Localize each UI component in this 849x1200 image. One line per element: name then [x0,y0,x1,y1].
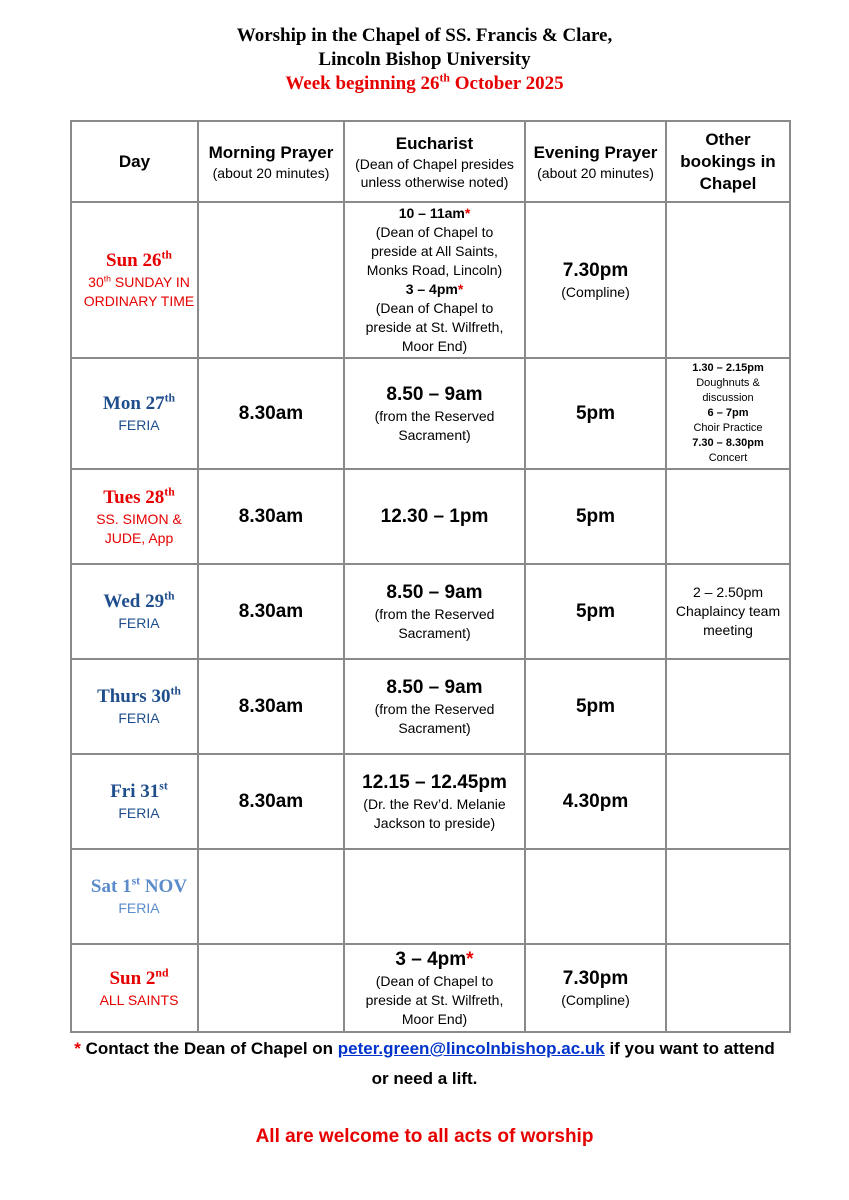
day-note: ALL SAINTS [99,991,179,1008]
eucharist-cell: 8.50 – 9am (from the Reserved Sacrament) [344,659,525,754]
eucharist-cell: 10 – 11am* (Dean of Chapel to preside at All Saints, Monks Road, Lincoln) 3 – 4pm* (Dean of Chapel to preside at St. Wilfreth, Moor End) [344,202,525,358]
contact-text: Contact the Dean of Chapel on [80,1039,338,1058]
day-note-2: ORDINARY TIME [83,293,195,309]
morning-cell [198,202,344,358]
other-cell: 2 – 2.50pm Chaplaincy team meeting [666,564,790,659]
header-line-1: Worship in the Chapel of SS. Francis & Clare, [236,25,613,46]
table-row [71,754,790,849]
table-row [71,659,790,754]
other-cell [666,849,790,944]
evening-cell: 5pm [525,358,666,469]
col-header-evening: Evening Prayer (about 20 minutes) [525,121,666,202]
day-name: Wed 29th [103,589,175,612]
morning-cell: 8.30am [198,469,344,564]
other-cell: 1.30 – 2.15pm Doughnuts & discussion 6 – 7pm Choir Practice 7.30 – 8.30pm Concert [666,358,790,469]
header-line-2: Lincoln Bishop University [318,49,531,70]
eucharist-cell: 8.50 – 9am (from the Reserved Sacrament) [344,358,525,469]
morning-cell: 8.30am [198,358,344,469]
col-header-other: Other bookings in Chapel [666,121,790,202]
eucharist-cell: 12.15 – 12.45pm (Dr. the Rev’d. Melanie Jackson to preside) [344,754,525,849]
table-row [71,358,790,469]
evening-cell: 7.30pm (Compline) [525,944,666,1032]
day-name: Sun 2nd [109,966,169,989]
contact-note [0,1034,849,1094]
morning-cell: 8.30am [198,754,344,849]
week-heading-text: Week beginning 26 [285,73,440,94]
morning-cell [198,944,344,1032]
day-note-2: JUDE, App [104,529,174,546]
evening-cell: 5pm [525,469,666,564]
other-cell [666,944,790,1032]
week-heading-month: October 2025 [449,73,564,94]
day-cell [71,659,198,754]
other-cell [666,659,790,754]
footer-star: * [74,1039,81,1058]
day-name: Mon 27th [102,391,176,414]
other-cell [666,202,790,358]
week-heading-sup: th [439,71,450,85]
other-cell [666,754,790,849]
table-row [71,849,790,944]
day-name: Sun 26th [106,248,172,271]
day-note: FERIA [118,805,160,821]
day-note: 30th SUNDAY IN [88,273,190,290]
table-row [71,564,790,659]
morning-cell: 8.30am [198,564,344,659]
eucharist-cell: 8.50 – 9am (from the Reserved Sacrament) [344,564,525,659]
morning-cell [198,849,344,944]
welcome-message: All are welcome to all acts of worship [255,1126,594,1147]
page-header [0,24,849,96]
day-cell [71,849,198,944]
col-header-morning: Morning Prayer (about 20 minutes) [198,121,344,202]
eucharist-cell: 3 – 4pm* (Dean of Chapel to preside at St. Wilfreth, Moor End) [344,944,525,1032]
email-link[interactable]: peter.green@lincolnbishop.ac.uk [337,1039,605,1058]
day-note: FERIA [118,615,160,631]
day-note: SS. SIMON & [96,510,182,527]
day-cell [71,564,198,659]
day-name: Fri 31st [110,779,168,802]
evening-cell: 4.30pm [525,754,666,849]
day-note: FERIA [118,900,160,916]
evening-cell [525,849,666,944]
table-row [71,944,790,1032]
col-header-eucharist: Eucharist (Dean of Chapel presides unless otherwise noted) [344,121,525,202]
day-cell [71,944,198,1032]
contact-line-2: or need a lift. [371,1069,478,1088]
day-name: Thurs 30th [97,684,181,707]
day-note: FERIA [118,710,160,726]
other-cell [666,469,790,564]
day-note: FERIA [118,417,160,433]
col-header-day: Day [71,121,198,202]
day-cell [71,469,198,564]
eucharist-cell [344,849,525,944]
header-row [71,121,790,202]
morning-cell: 8.30am [198,659,344,754]
day-cell [71,202,198,358]
day-cell [71,358,198,469]
evening-cell: 5pm [525,564,666,659]
week-heading [0,72,849,96]
day-name: Tues 28th [103,485,175,508]
contact-text-end: if you want to attend [604,1039,775,1058]
table-row [71,469,790,564]
evening-cell: 5pm [525,659,666,754]
eucharist-cell: 12.30 – 1pm [344,469,525,564]
worship-schedule-table [70,120,791,1033]
day-cell [71,754,198,849]
day-name: Sat 1st NOV [90,874,188,897]
table-row [71,202,790,358]
evening-cell: 7.30pm (Compline) [525,202,666,358]
